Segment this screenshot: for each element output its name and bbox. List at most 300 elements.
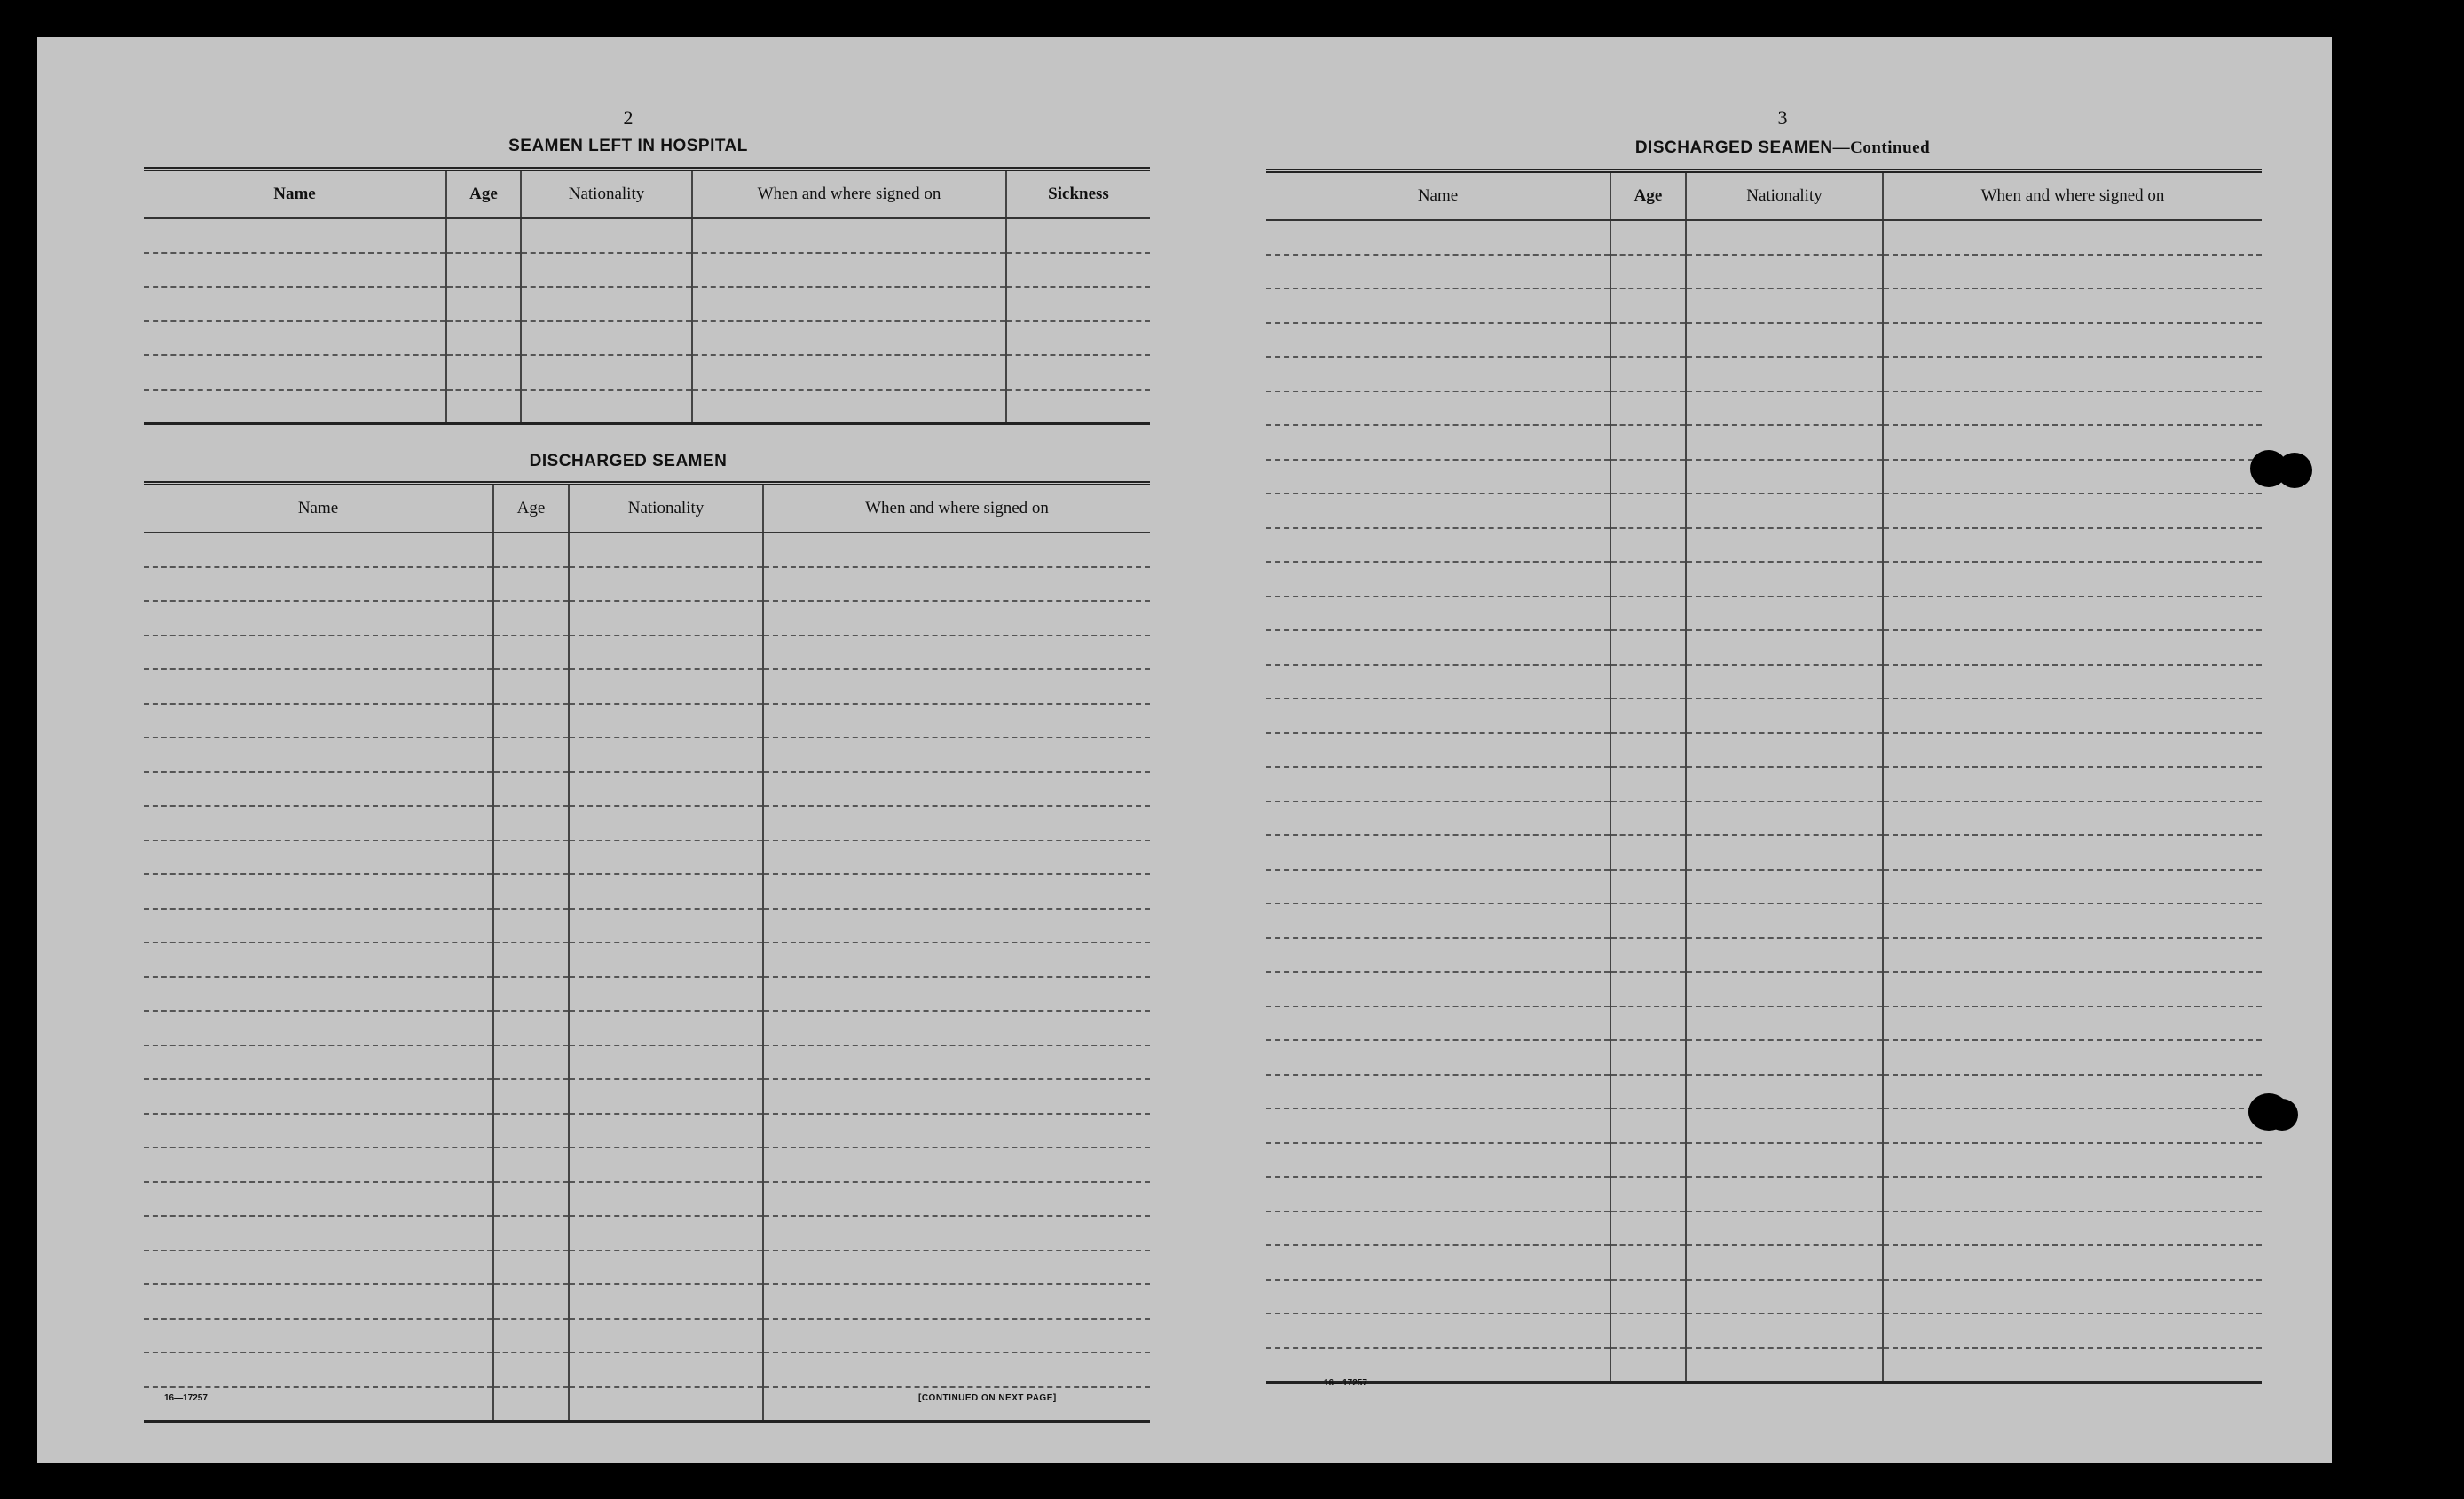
table-row xyxy=(144,1284,1150,1319)
table-row xyxy=(144,1216,1150,1250)
blank-cell xyxy=(569,1148,763,1182)
table-row xyxy=(144,567,1150,602)
blank-cell xyxy=(1610,630,1686,665)
blank-cell xyxy=(1686,938,1883,973)
blank-cell xyxy=(1686,1280,1883,1314)
blank-cell xyxy=(446,218,521,253)
blank-cell xyxy=(1610,1348,1686,1383)
blank-cell xyxy=(144,1387,493,1422)
blank-cell xyxy=(569,738,763,772)
blank-cell xyxy=(1006,321,1150,356)
blank-cell xyxy=(1610,460,1686,494)
blank-cell xyxy=(1883,1314,2262,1348)
table-row xyxy=(1266,903,2262,938)
table-row xyxy=(1266,870,2262,904)
blank-cell xyxy=(144,1250,493,1285)
blank-cell xyxy=(144,874,493,909)
blank-cell xyxy=(1266,220,1610,255)
blank-cell xyxy=(1610,1177,1686,1211)
blank-cell xyxy=(1883,1075,2262,1109)
blank-cell xyxy=(1686,698,1883,733)
blank-cell xyxy=(1686,1348,1883,1383)
blank-cell xyxy=(1266,698,1610,733)
blank-cell xyxy=(1883,1348,2262,1383)
table-row xyxy=(144,321,1150,356)
blank-cell xyxy=(569,669,763,704)
blank-cell xyxy=(569,635,763,670)
column-header-nationality: Nationality xyxy=(521,170,692,219)
blank-cell xyxy=(692,390,1006,424)
blank-cell xyxy=(763,806,1150,840)
blank-cell xyxy=(692,218,1006,253)
right-page xyxy=(1263,37,2302,1463)
table-row xyxy=(144,1319,1150,1353)
blank-cell xyxy=(1266,733,1610,768)
blank-cell xyxy=(1883,288,2262,323)
blank-cell xyxy=(763,533,1150,567)
blank-cell xyxy=(1006,355,1150,390)
blank-cell xyxy=(144,321,446,356)
blank-cell xyxy=(144,772,493,807)
blank-cell xyxy=(763,840,1150,875)
blank-cell xyxy=(144,635,493,670)
blank-cell xyxy=(1266,255,1610,289)
blank-cell xyxy=(493,1216,569,1250)
blank-cell xyxy=(521,253,692,288)
blank-cell xyxy=(493,1148,569,1182)
blank-cell xyxy=(1686,1245,1883,1280)
punch-hole xyxy=(2277,453,2312,488)
blank-cell xyxy=(1686,870,1883,904)
blank-cell xyxy=(1610,1040,1686,1075)
table-row xyxy=(1266,596,2262,631)
blank-cell xyxy=(763,1387,1150,1422)
blank-cell xyxy=(1883,528,2262,563)
blank-cell xyxy=(763,704,1150,738)
blank-cell xyxy=(1686,493,1883,528)
table-row xyxy=(144,1148,1150,1182)
blank-cell xyxy=(1883,1143,2262,1178)
blank-cell xyxy=(493,738,569,772)
blank-cell xyxy=(493,943,569,977)
blank-cell xyxy=(1266,596,1610,631)
blank-cell xyxy=(569,1182,763,1217)
blank-cell xyxy=(1266,801,1610,836)
blank-cell xyxy=(1266,870,1610,904)
blank-cell xyxy=(1883,767,2262,801)
blank-cell xyxy=(1266,323,1610,358)
blank-cell xyxy=(1883,357,2262,391)
blank-cell xyxy=(569,704,763,738)
blank-cell xyxy=(569,1250,763,1285)
blank-cell xyxy=(1266,1040,1610,1075)
blank-cell xyxy=(1266,1006,1610,1041)
blank-cell xyxy=(763,1250,1150,1285)
title-text: DISCHARGED SEAMEN xyxy=(1634,138,1833,157)
blank-cell xyxy=(763,1284,1150,1319)
blank-cell xyxy=(1686,528,1883,563)
blank-cell xyxy=(1883,460,2262,494)
blank-cell xyxy=(1686,1211,1883,1246)
blank-cell xyxy=(446,253,521,288)
blank-cell xyxy=(1610,1245,1686,1280)
blank-cell xyxy=(1686,255,1883,289)
blank-cell xyxy=(1883,870,2262,904)
blank-cell xyxy=(1266,972,1610,1006)
discharged-section-title: DISCHARGED SEAMEN xyxy=(529,452,728,470)
blank-cell xyxy=(1006,390,1150,424)
left-page xyxy=(106,37,1150,1463)
blank-cell xyxy=(1883,562,2262,596)
blank-cell xyxy=(1686,1143,1883,1178)
blank-cell xyxy=(144,253,446,288)
blank-cell xyxy=(1266,903,1610,938)
table-row xyxy=(144,874,1150,909)
table-row xyxy=(1266,255,2262,289)
blank-cell xyxy=(1266,665,1610,699)
blank-cell xyxy=(1610,288,1686,323)
blank-cell xyxy=(1883,972,2262,1006)
blank-cell xyxy=(1686,733,1883,768)
blank-cell xyxy=(1610,562,1686,596)
blank-cell xyxy=(763,1353,1150,1387)
blank-cell xyxy=(446,287,521,321)
blank-cell xyxy=(1883,493,2262,528)
blank-cell xyxy=(144,218,446,253)
blank-cell xyxy=(521,218,692,253)
blank-cell xyxy=(1883,733,2262,768)
blank-cell xyxy=(446,390,521,424)
column-header-name: Name xyxy=(1266,171,1610,221)
hospital-section-title: SEAMEN LEFT IN HOSPITAL xyxy=(508,137,748,155)
blank-cell xyxy=(569,567,763,602)
blank-cell xyxy=(1883,835,2262,870)
blank-cell xyxy=(569,1011,763,1045)
blank-cell xyxy=(493,806,569,840)
blank-cell xyxy=(1686,357,1883,391)
blank-cell xyxy=(1686,562,1883,596)
column-header-signed-on: When and where signed on xyxy=(1883,171,2262,221)
blank-cell xyxy=(1883,938,2262,973)
table-row xyxy=(1266,698,2262,733)
blank-cell xyxy=(1266,357,1610,391)
hospital-table xyxy=(144,167,1150,425)
blank-cell xyxy=(569,943,763,977)
form-code: 16—17257 xyxy=(1324,1378,1367,1388)
blank-cell xyxy=(1610,1108,1686,1143)
blank-cell xyxy=(1610,255,1686,289)
blank-cell xyxy=(493,909,569,943)
blank-cell xyxy=(1610,938,1686,973)
table-row xyxy=(144,287,1150,321)
blank-cell xyxy=(493,635,569,670)
table-row xyxy=(144,390,1150,424)
blank-cell xyxy=(144,943,493,977)
table-row xyxy=(1266,1040,2262,1075)
blank-cell xyxy=(1610,323,1686,358)
blank-cell xyxy=(1610,1211,1686,1246)
blank-cell xyxy=(144,1148,493,1182)
blank-cell xyxy=(569,772,763,807)
blank-cell xyxy=(1883,220,2262,255)
blank-cell xyxy=(493,601,569,635)
blank-cell xyxy=(1006,253,1150,288)
blank-cell xyxy=(144,390,446,424)
table-row xyxy=(144,772,1150,807)
discharged-table xyxy=(144,481,1150,1423)
blank-cell xyxy=(1610,1280,1686,1314)
blank-cell xyxy=(1686,801,1883,836)
blank-cell xyxy=(1610,528,1686,563)
blank-cell xyxy=(1266,562,1610,596)
table-row xyxy=(1266,801,2262,836)
blank-cell xyxy=(493,1079,569,1114)
blank-cell xyxy=(1610,801,1686,836)
table-row xyxy=(144,738,1150,772)
blank-cell xyxy=(569,1319,763,1353)
blank-cell xyxy=(493,1114,569,1148)
blank-cell xyxy=(763,772,1150,807)
blank-cell xyxy=(763,1319,1150,1353)
blank-cell xyxy=(144,355,446,390)
blank-cell xyxy=(493,567,569,602)
table-row xyxy=(1266,288,2262,323)
table-row xyxy=(1266,493,2262,528)
blank-cell xyxy=(1266,938,1610,973)
blank-cell xyxy=(1266,1143,1610,1178)
blank-cell xyxy=(1686,972,1883,1006)
table-row xyxy=(144,977,1150,1012)
page-number: 3 xyxy=(1777,107,1788,129)
column-header-name: Name xyxy=(144,484,493,533)
blank-cell xyxy=(1686,1075,1883,1109)
column-header-nationality: Nationality xyxy=(1686,171,1883,221)
blank-cell xyxy=(144,1319,493,1353)
blank-cell xyxy=(569,909,763,943)
blank-cell xyxy=(1006,287,1150,321)
blank-cell xyxy=(569,874,763,909)
blank-cell xyxy=(763,874,1150,909)
blank-cell xyxy=(1610,767,1686,801)
blank-cell xyxy=(1266,1211,1610,1246)
blank-cell xyxy=(144,669,493,704)
punch-hole xyxy=(2266,1099,2298,1131)
table-row xyxy=(1266,1075,2262,1109)
table-row xyxy=(144,909,1150,943)
blank-cell xyxy=(493,874,569,909)
column-header-name: Name xyxy=(144,170,446,219)
blank-cell xyxy=(144,704,493,738)
blank-cell xyxy=(144,1045,493,1080)
title-suffix: —Continued xyxy=(1832,138,1931,157)
blank-cell xyxy=(144,1011,493,1045)
table-row xyxy=(144,1114,1150,1148)
table-row xyxy=(144,1353,1150,1387)
blank-cell xyxy=(1610,733,1686,768)
table-row xyxy=(144,669,1150,704)
blank-cell xyxy=(493,772,569,807)
blank-cell xyxy=(1686,1108,1883,1143)
blank-cell xyxy=(1883,255,2262,289)
blank-cell xyxy=(144,738,493,772)
table-row xyxy=(1266,1177,2262,1211)
blank-cell xyxy=(1266,460,1610,494)
blank-cell xyxy=(144,1216,493,1250)
page-number: 2 xyxy=(623,107,634,129)
table-row xyxy=(1266,1245,2262,1280)
table-row xyxy=(1266,460,2262,494)
table-row xyxy=(144,355,1150,390)
table-row xyxy=(1266,1280,2262,1314)
blank-cell xyxy=(692,287,1006,321)
table-row xyxy=(1266,767,2262,801)
column-header-age: Age xyxy=(446,170,521,219)
blank-cell xyxy=(493,1387,569,1422)
blank-cell xyxy=(1686,630,1883,665)
blank-cell xyxy=(144,567,493,602)
table-row xyxy=(1266,938,2262,973)
blank-cell xyxy=(1883,1211,2262,1246)
blank-cell xyxy=(1610,870,1686,904)
blank-cell xyxy=(763,1045,1150,1080)
blank-cell xyxy=(1686,835,1883,870)
blank-cell xyxy=(1686,903,1883,938)
column-header-age: Age xyxy=(1610,171,1686,221)
blank-cell xyxy=(1006,218,1150,253)
blank-cell xyxy=(1266,391,1610,426)
column-header-nationality: Nationality xyxy=(569,484,763,533)
blank-cell xyxy=(1266,425,1610,460)
blank-cell xyxy=(1686,1314,1883,1348)
blank-cell xyxy=(692,321,1006,356)
table-row xyxy=(1266,665,2262,699)
blank-cell xyxy=(569,1216,763,1250)
continued-note: [CONTINUED ON NEXT PAGE] xyxy=(918,1393,1057,1403)
table-row xyxy=(144,1011,1150,1045)
blank-cell xyxy=(144,601,493,635)
blank-cell xyxy=(493,1045,569,1080)
table-row xyxy=(1266,972,2262,1006)
blank-cell xyxy=(144,1284,493,1319)
blank-cell xyxy=(493,1284,569,1319)
blank-cell xyxy=(1883,1006,2262,1041)
blank-cell xyxy=(1266,1075,1610,1109)
blank-cell xyxy=(569,1114,763,1148)
blank-cell xyxy=(144,1079,493,1114)
table-row xyxy=(1266,220,2262,255)
blank-cell xyxy=(569,1353,763,1387)
blank-cell xyxy=(763,909,1150,943)
blank-cell xyxy=(144,977,493,1012)
blank-cell xyxy=(1883,391,2262,426)
blank-cell xyxy=(493,840,569,875)
blank-cell xyxy=(521,321,692,356)
table-row xyxy=(144,806,1150,840)
discharged-continued-title xyxy=(1263,138,2302,158)
blank-cell xyxy=(1266,835,1610,870)
blank-cell xyxy=(1610,1075,1686,1109)
blank-cell xyxy=(1610,903,1686,938)
blank-cell xyxy=(569,533,763,567)
blank-cell xyxy=(144,533,493,567)
blank-cell xyxy=(763,977,1150,1012)
blank-cell xyxy=(1266,767,1610,801)
blank-cell xyxy=(1686,391,1883,426)
blank-cell xyxy=(1610,1314,1686,1348)
blank-cell xyxy=(144,1182,493,1217)
blank-cell xyxy=(1883,1177,2262,1211)
table-row xyxy=(1266,425,2262,460)
column-header-age: Age xyxy=(493,484,569,533)
blank-cell xyxy=(569,1387,763,1422)
table-row xyxy=(1266,562,2262,596)
blank-cell xyxy=(1266,1108,1610,1143)
blank-cell xyxy=(144,1114,493,1148)
blank-cell xyxy=(1610,357,1686,391)
column-header-signed-on: When and where signed on xyxy=(763,484,1150,533)
blank-cell xyxy=(763,1216,1150,1250)
table-row xyxy=(144,1045,1150,1080)
blank-cell xyxy=(763,1182,1150,1217)
blank-cell xyxy=(692,253,1006,288)
table-row xyxy=(1266,1314,2262,1348)
blank-cell xyxy=(1610,493,1686,528)
table-row xyxy=(144,253,1150,288)
blank-cell xyxy=(1883,1280,2262,1314)
blank-cell xyxy=(1266,1280,1610,1314)
table-row xyxy=(1266,630,2262,665)
blank-cell xyxy=(569,601,763,635)
blank-cell xyxy=(1686,425,1883,460)
blank-cell xyxy=(493,1319,569,1353)
blank-cell xyxy=(1686,1006,1883,1041)
table-row xyxy=(1266,357,2262,391)
table-row xyxy=(1266,1143,2262,1178)
blank-cell xyxy=(493,1353,569,1387)
table-row xyxy=(1266,1348,2262,1383)
table-row xyxy=(1266,391,2262,426)
column-header-sickness: Sickness xyxy=(1006,170,1150,219)
table-row xyxy=(144,840,1150,875)
blank-cell xyxy=(569,840,763,875)
column-header-signed-on: When and where signed on xyxy=(692,170,1006,219)
blank-cell xyxy=(763,1148,1150,1182)
blank-cell xyxy=(1883,1040,2262,1075)
blank-cell xyxy=(521,287,692,321)
table-row xyxy=(1266,733,2262,768)
blank-cell xyxy=(1883,903,2262,938)
blank-cell xyxy=(569,1284,763,1319)
table-row xyxy=(144,1250,1150,1285)
blank-cell xyxy=(569,1079,763,1114)
blank-cell xyxy=(493,1250,569,1285)
document-sheet xyxy=(37,37,2332,1463)
blank-cell xyxy=(1686,596,1883,631)
blank-cell xyxy=(1610,425,1686,460)
blank-cell xyxy=(1883,801,2262,836)
table-row xyxy=(144,635,1150,670)
blank-cell xyxy=(1610,391,1686,426)
blank-cell xyxy=(763,738,1150,772)
blank-cell xyxy=(1610,596,1686,631)
table-row xyxy=(1266,323,2262,358)
blank-cell xyxy=(763,601,1150,635)
blank-cell xyxy=(1883,1245,2262,1280)
table-row xyxy=(1266,1211,2262,1246)
table-row xyxy=(1266,1006,2262,1041)
blank-cell xyxy=(493,533,569,567)
blank-cell xyxy=(1610,1143,1686,1178)
